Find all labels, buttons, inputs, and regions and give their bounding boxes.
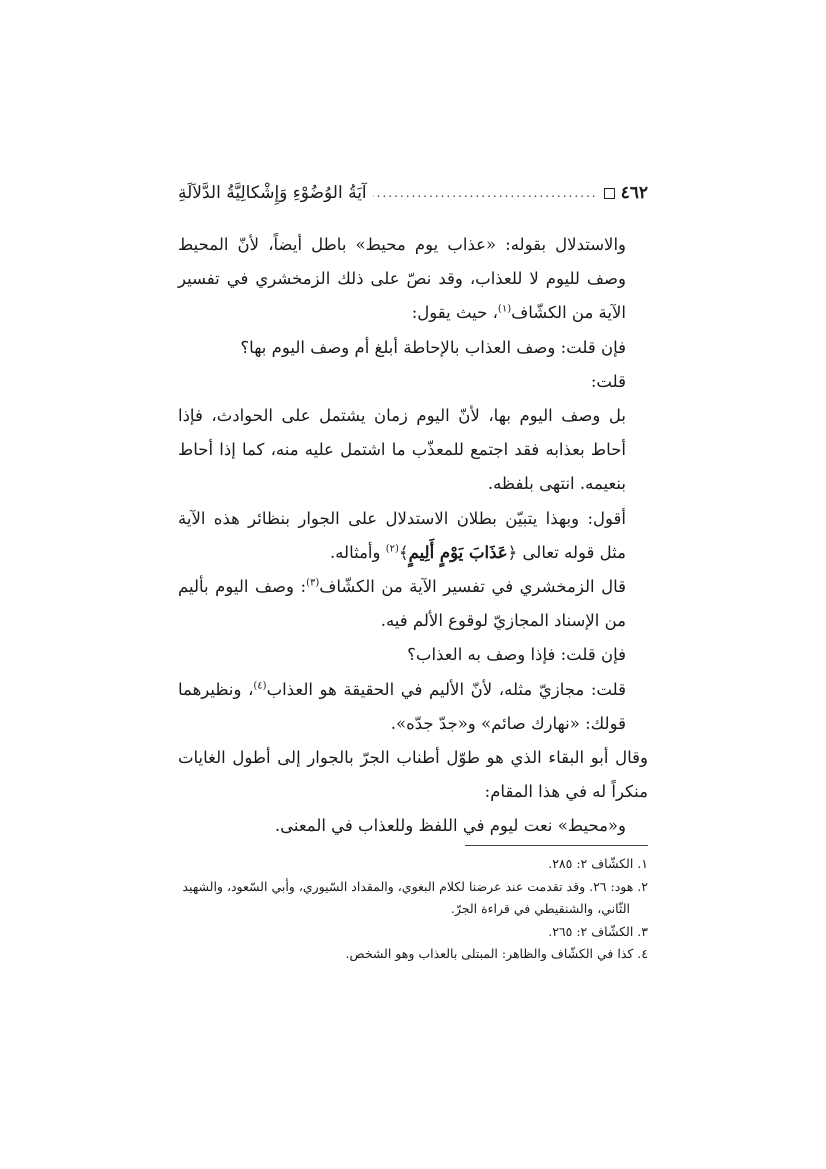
text: قال الزمخشري في تفسير الآية من الكشّاف — [319, 577, 626, 597]
text: وأمثاله. — [329, 542, 386, 562]
running-header — [178, 178, 648, 208]
footnote: ٣. الكشّاف ٢: ٢٦٥. — [548, 923, 648, 939]
page-number: ٤٦٢ — [620, 183, 648, 203]
paragraph: بل وصف اليوم بها، لأنّ اليوم زمان يشتمل على الحوادث، فإذا أحاط بعذابه فقد اجتمع للمعذّب ما اشتمل عليه منه، كما إذا أحاط بنعيمه. انتهى بلفظه. — [178, 406, 626, 494]
text: ، حيث يقول: — [411, 303, 498, 323]
footnote-ref: (٣) — [306, 577, 320, 589]
footnote-separator — [465, 845, 648, 846]
square-ornament-icon — [604, 188, 615, 199]
running-title: آيَةُ الوُضُوْءِ وَإِشْكالِيَّةُ الدَّلاَلَةِ — [178, 183, 367, 203]
answer-label: قلت: — [590, 371, 626, 391]
paragraph: وقال أبو البقاء الذي هو طوّل أطناب الجرّ بالجوار إلى أطول الغايات منكراً له في هذا المقام: — [178, 748, 648, 802]
footnote: ١. الكشّاف ٢: ٢٨٥. — [548, 856, 648, 871]
question: فإن قلت: وصف العذاب بالإحاطة أبلغ أم وصف اليوم بها؟ — [240, 337, 626, 357]
footnote: ٢. هود: ٢٦. وقد تقدمت عند عرضنا لكلام البغوي، والمقداد السّيوري، وأبي السّعود، والشهيد — [182, 878, 648, 894]
paragraph — [178, 570, 648, 638]
paragraph — [178, 228, 648, 331]
footnote-ref: (٤) — [253, 680, 267, 692]
paragraph — [178, 673, 648, 741]
paragraph — [178, 502, 648, 570]
dot-leader — [373, 187, 598, 199]
footnotes — [178, 853, 648, 966]
quran-bracket: ﴾ — [398, 542, 409, 562]
footnote-ref: (١) — [497, 303, 512, 315]
footnote-continuation: الثّاني، والشنقيطي في قراءة الجرّ. — [450, 901, 630, 916]
quran-quote: عَذَابَ يَوْمٍ أَلِيمٍ — [408, 542, 508, 562]
footnote-ref: (٢) — [385, 543, 399, 555]
footnote: ٤. كذا في الكشّاف والظاهر: المبتلى بالعذاب وهو الشخص. — [345, 946, 648, 961]
text: والاستدلال بقوله: «عذاب يوم محيط» باطل أيضاً، لأنّ المحيط وصف لليوم لا للعذاب، وقد نصّ على ذلك الزمخشري في تفسير الآية من الكشّاف — [178, 235, 626, 323]
text: ، ونظيرهما قولك: «نهارك صائم» و«جدّ جدّه». — [178, 679, 626, 733]
main-text — [178, 228, 648, 844]
question: فإن قلت: فإذا وصف به العذاب؟ — [407, 645, 626, 665]
text: أقول: وبهذا يتبيّن بطلان الاستدلال على الجوار بنظائر هذه الآية مثل قوله تعالى ﴿ — [178, 508, 626, 562]
text: : وصف اليوم بأليم من الإسناد المجازيّ لوقوع الألم فيه. — [178, 577, 626, 631]
quotation: و«محيط» نعت ليوم في اللفظ وللعذاب في المعنى. — [274, 816, 626, 836]
text: قلت: مجازيّ مثله، لأنّ الأليم في الحقيقة هو العذاب — [266, 679, 626, 699]
